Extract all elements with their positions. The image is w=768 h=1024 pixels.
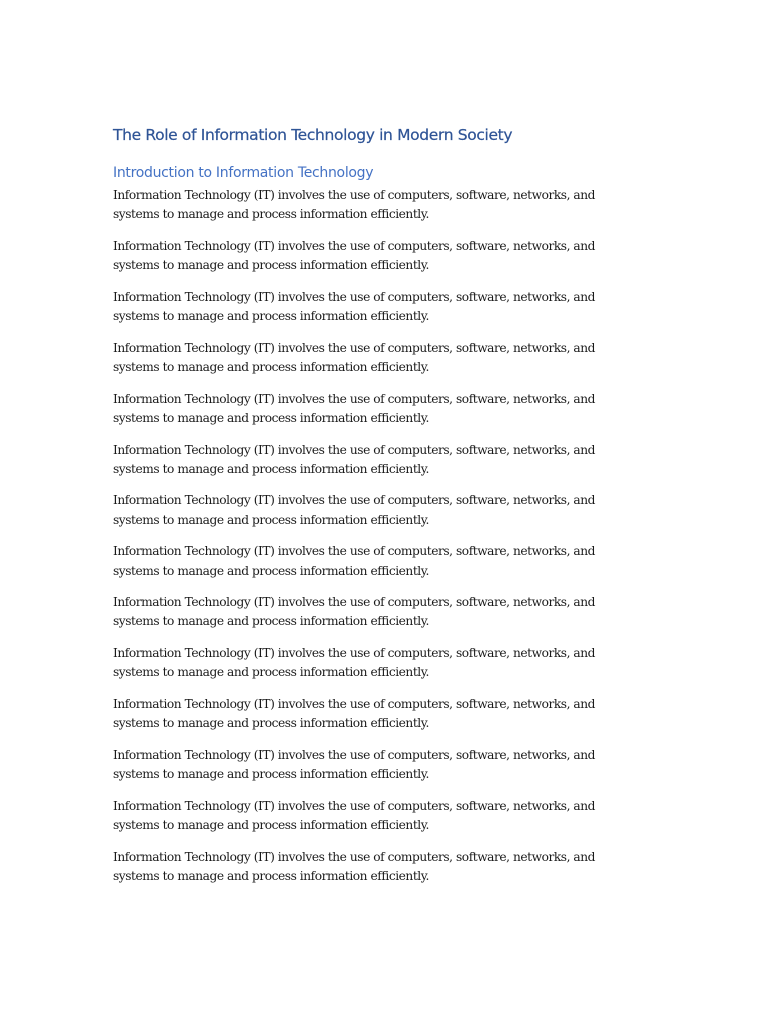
body-paragraph: Information Technology (IT) involves the use of computers, software, networks, and systems to manage and process information efficiently.: [113, 646, 595, 680]
body-paragraph: Information Technology (IT) involves the use of computers, software, networks, and systems to manage and process information efficiently.: [113, 391, 595, 425]
body-paragraph: Information Technology (IT) involves the use of computers, software, networks, and systems to manage and process information efficiently.: [113, 849, 595, 883]
document-title: The Role of Information Technology in Modern Society: [113, 126, 513, 144]
body-paragraph: Information Technology (IT) involves the use of computers, software, networks, and systems to manage and process information efficiently.: [113, 798, 595, 833]
body-paragraph: Information Technology (IT) involves the use of computers, software, networks, and systems to manage and process information efficiently.: [113, 340, 595, 374]
section-heading: Introduction to Information Technology: [113, 165, 374, 181]
body-paragraph: Information Technology (IT) involves the use of computers, software, networks, and systems to manage and process information efficiently.: [113, 595, 595, 629]
body-paragraph: Information Technology (IT) involves the use of computers, software, networks, and systems to manage and process information efficiently.: [113, 188, 595, 222]
body-paragraph: Information Technology (IT) involves the use of computers, software, networks, and systems to manage and process information efficiently.: [113, 493, 595, 527]
body-paragraph: Information Technology (IT) involves the use of computers, software, networks, and systems to manage and process information efficiently.: [113, 442, 595, 476]
body-paragraph: Information Technology (IT) involves the use of computers, software, networks, and systems to manage and process information efficiently.: [113, 747, 595, 782]
body-paragraph: Information Technology (IT) involves the use of computers, software, networks, and systems to manage and process information efficiently.: [113, 544, 595, 578]
document-body: [113, 124, 633, 899]
body-paragraph: Information Technology (IT) involves the use of computers, software, networks, and systems to manage and process information efficiently.: [113, 697, 595, 731]
body-paragraph: Information Technology (IT) involves the use of computers, software, networks, and systems to manage and process information efficiently.: [113, 238, 595, 273]
body-paragraph: Information Technology (IT) involves the use of computers, software, networks, and systems to manage and process information efficiently.: [113, 289, 595, 324]
